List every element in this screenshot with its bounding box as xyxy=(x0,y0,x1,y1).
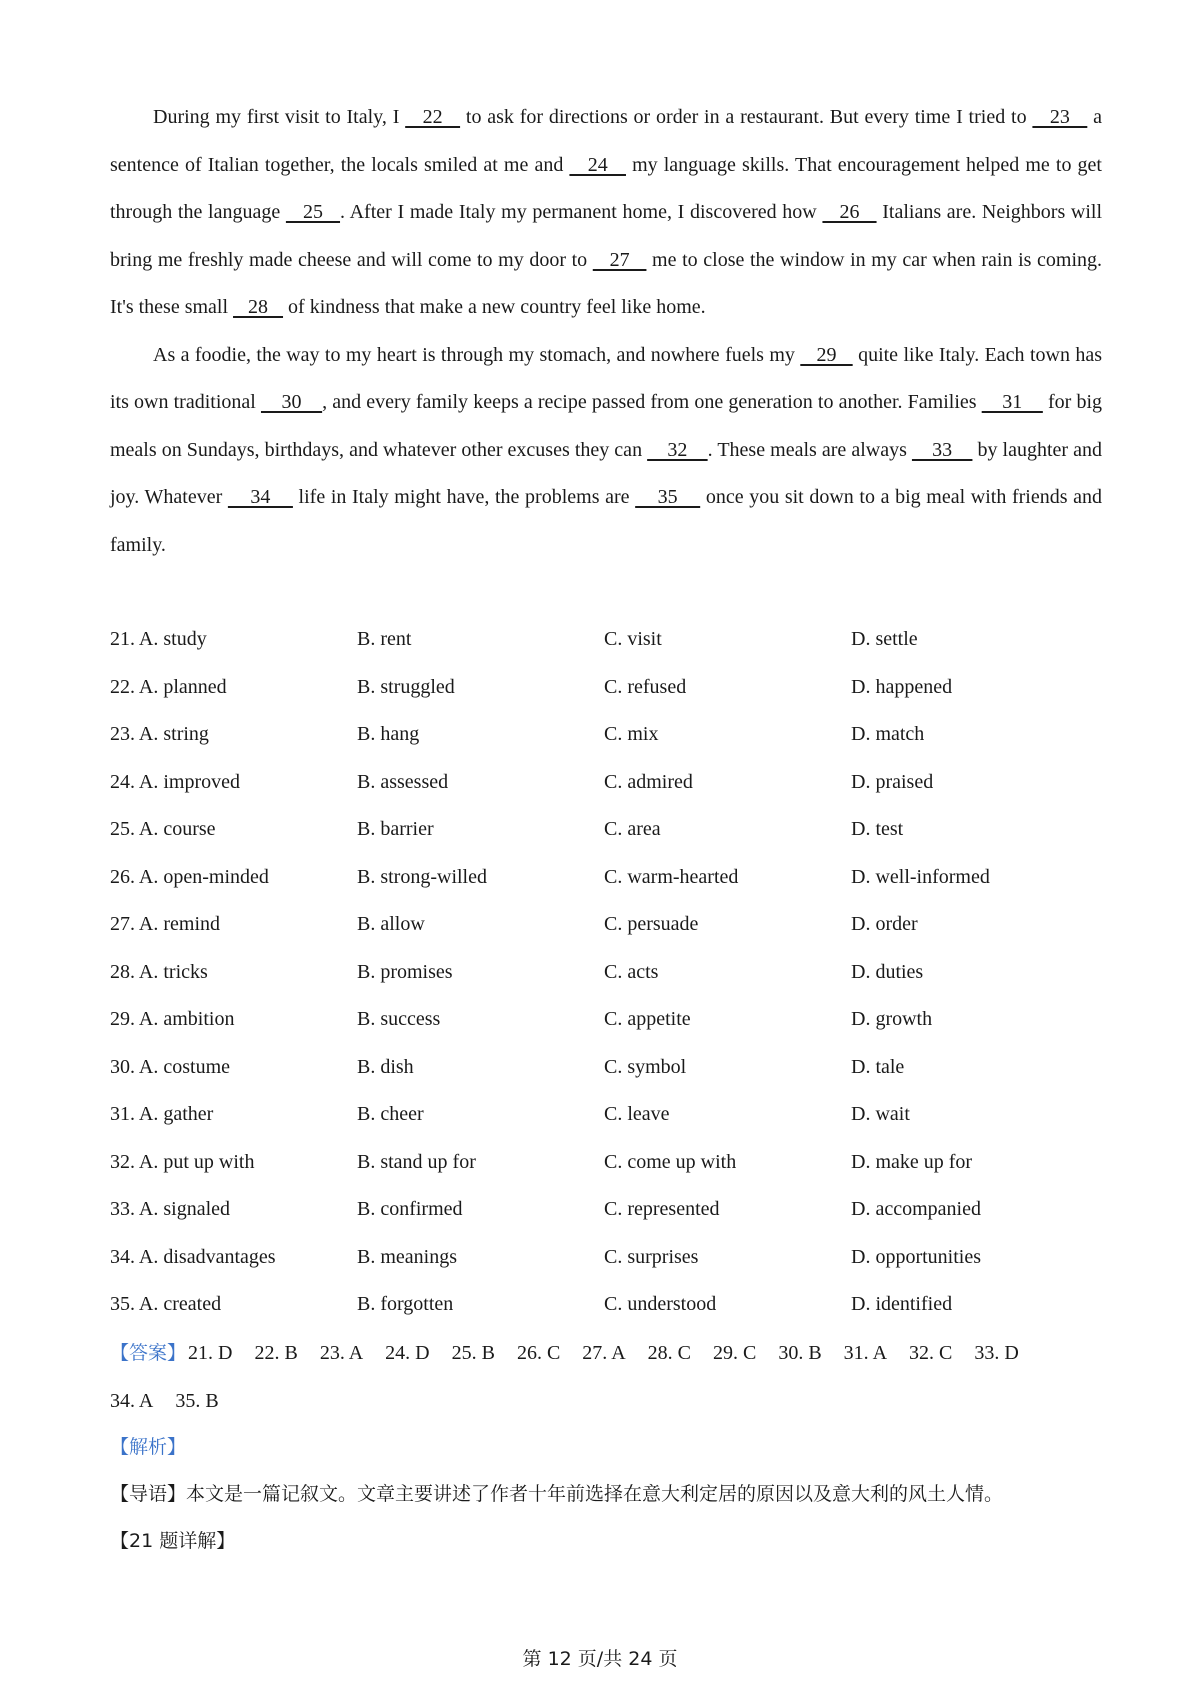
passage-paragraph-1 xyxy=(110,94,1102,332)
option-d xyxy=(851,711,1098,759)
option-b xyxy=(357,806,604,854)
option-text: B. hang xyxy=(357,723,420,745)
passage-text: . After I made Italy my permanent home, I discovered how xyxy=(340,201,823,223)
option-row xyxy=(110,1139,1102,1187)
answer-item: 21. D xyxy=(188,1342,233,1364)
option-b xyxy=(357,949,604,997)
answer-item: 31. A xyxy=(843,1342,888,1364)
option-text: A. improved xyxy=(138,770,240,793)
option-row xyxy=(110,806,1102,854)
option-d xyxy=(851,854,1098,902)
option-text: C. refused xyxy=(604,675,687,698)
option-a xyxy=(110,1281,357,1329)
option-a xyxy=(110,996,357,1044)
option-b xyxy=(357,1091,604,1139)
option-c xyxy=(604,1186,851,1234)
option-a xyxy=(110,664,357,712)
answer-item: 28. C xyxy=(647,1342,691,1364)
option-a xyxy=(110,1139,357,1187)
option-text: C. persuade xyxy=(604,913,699,935)
answer-item: 33. D xyxy=(974,1342,1019,1364)
option-a xyxy=(110,711,357,759)
option-row xyxy=(110,711,1102,759)
option-text: D. wait xyxy=(851,1103,910,1125)
option-text: B. promises xyxy=(357,960,453,983)
option-text: D. match xyxy=(851,723,925,745)
option-text: D. make up for xyxy=(851,1150,973,1173)
question-number: 27. xyxy=(110,913,139,935)
option-b xyxy=(357,1234,604,1282)
option-b xyxy=(357,616,604,664)
option-c xyxy=(604,616,851,664)
option-row xyxy=(110,854,1102,902)
option-text: A. study xyxy=(138,628,207,650)
option-b xyxy=(357,1281,604,1329)
option-row xyxy=(110,901,1102,949)
option-c xyxy=(604,806,851,854)
option-c xyxy=(604,759,851,807)
passage-text: quite like Italy. Each town has its own traditional xyxy=(110,343,1103,413)
passage-text: , and every family keeps a recipe passed from one generation to another. Families xyxy=(322,391,982,413)
passage-text: for big meals on Sundays, birthdays, and whatever other excuses they can xyxy=(110,391,1103,461)
cloze-blank: 23 xyxy=(1032,106,1088,128)
passage-text: a sentence of Italian together, the locals smiled at me and xyxy=(110,106,1103,176)
option-row xyxy=(110,664,1102,712)
option-text: C. warm-hearted xyxy=(604,865,739,888)
option-row xyxy=(110,1091,1102,1139)
option-c xyxy=(604,1234,851,1282)
option-c xyxy=(604,996,851,1044)
question-number: 21. xyxy=(110,628,139,650)
passage-text: Italians are. Neighbors will bring me freshly made cheese and will come to my door to xyxy=(110,201,1103,271)
option-text: A. signaled xyxy=(138,1198,230,1220)
option-text: D. test xyxy=(851,818,904,840)
passage-text: As a foodie, the way to my heart is through my stomach, and nowhere fuels my xyxy=(153,343,801,366)
option-text: C. surprises xyxy=(604,1245,699,1268)
option-text: D. duties xyxy=(851,960,924,983)
answer-item: 22. B xyxy=(254,1342,298,1364)
option-c xyxy=(604,901,851,949)
analysis-tag: 【解析】 xyxy=(110,1436,187,1458)
cloze-blank: 34 xyxy=(227,486,293,508)
cloze-blank: 35 xyxy=(635,486,701,508)
option-d xyxy=(851,1139,1098,1187)
option-b xyxy=(357,901,604,949)
question-number: 22. xyxy=(110,675,139,698)
option-text: A. disadvantages xyxy=(138,1245,276,1268)
guide-text: 【导语】本文是一篇记叙文。文章主要讲述了作者十年前选择在意大利定居的原因以及意大利的风土人情。 xyxy=(110,1483,1004,1505)
detail-title: 【21 题详解】 xyxy=(110,1530,236,1552)
option-a xyxy=(110,1044,357,1092)
option-row xyxy=(110,996,1102,1044)
option-text: C. area xyxy=(604,818,661,840)
option-text: B. success xyxy=(357,1008,441,1030)
answer-item: 34. A xyxy=(110,1389,154,1412)
option-d xyxy=(851,664,1098,712)
option-text: D. growth xyxy=(851,1008,933,1030)
option-text: B. barrier xyxy=(357,818,434,840)
option-c xyxy=(604,949,851,997)
answer-item: 32. C xyxy=(909,1342,953,1364)
answer-item: 23. A xyxy=(319,1342,364,1364)
question-number: 30. xyxy=(110,1055,139,1078)
passage-text: to ask for directions or order in a restaurant. But every time I tried to xyxy=(460,106,1033,128)
answer-item: 27. A xyxy=(582,1342,626,1364)
option-d xyxy=(851,1091,1098,1139)
option-row xyxy=(110,1044,1102,1092)
option-a xyxy=(110,901,357,949)
option-text: A. put up with xyxy=(138,1150,255,1173)
option-text: B. allow xyxy=(357,913,425,935)
answer-item: 35. B xyxy=(175,1389,219,1412)
option-text: D. order xyxy=(851,913,918,935)
option-row xyxy=(110,1186,1102,1234)
option-a xyxy=(110,1091,357,1139)
option-text: B. rent xyxy=(357,628,412,650)
passage-text: . These meals are always xyxy=(707,438,912,461)
option-text: C. visit xyxy=(604,628,662,650)
option-d xyxy=(851,1044,1098,1092)
answer-item: 30. B xyxy=(778,1342,822,1364)
option-text: B. dish xyxy=(357,1055,414,1078)
question-number: 32. xyxy=(110,1150,139,1173)
option-c xyxy=(604,1091,851,1139)
option-a xyxy=(110,1234,357,1282)
option-text: C. represented xyxy=(604,1198,720,1220)
cloze-blank: 22 xyxy=(405,106,461,128)
passage-text: life in Italy might have, the problems are xyxy=(292,486,636,508)
question-number: 29. xyxy=(110,1008,139,1030)
answer-section xyxy=(110,1330,1102,1425)
option-a xyxy=(110,616,357,664)
cloze-blank: 26 xyxy=(822,201,877,223)
question-number: 35. xyxy=(110,1293,139,1315)
option-text: C. symbol xyxy=(604,1055,687,1078)
question-number: 31. xyxy=(110,1103,139,1125)
option-text: C. leave xyxy=(604,1103,670,1125)
option-b xyxy=(357,759,604,807)
option-text: A. planned xyxy=(138,675,227,698)
option-d xyxy=(851,949,1098,997)
option-b xyxy=(357,1186,604,1234)
option-text: D. opportunities xyxy=(851,1245,981,1268)
option-text: B. forgotten xyxy=(357,1293,454,1315)
passage-text: me to close the window in my car when rain is coming. It's these small xyxy=(110,248,1103,318)
option-b xyxy=(357,996,604,1044)
option-a xyxy=(110,1186,357,1234)
option-text: D. well-informed xyxy=(851,865,990,888)
option-d xyxy=(851,616,1098,664)
answer-tag: 【答案】 xyxy=(110,1342,187,1364)
option-b xyxy=(357,711,604,759)
option-text: B. struggled xyxy=(357,675,455,698)
question-number: 24. xyxy=(110,770,139,793)
option-text: B. assessed xyxy=(357,770,449,793)
cloze-blank: 24 xyxy=(569,153,626,176)
option-text: A. gather xyxy=(138,1103,214,1125)
option-text: C. acts xyxy=(604,960,659,983)
passage-text: of kindness that make a new country feel like home. xyxy=(283,296,706,318)
option-text: D. praised xyxy=(851,770,934,793)
option-text: C. come up with xyxy=(604,1150,737,1173)
answer-item: 25. B xyxy=(451,1342,495,1364)
option-text: B. confirmed xyxy=(357,1198,463,1220)
cloze-blank: 25 xyxy=(285,201,341,223)
option-text: A. tricks xyxy=(138,960,208,983)
option-d xyxy=(851,901,1098,949)
option-b xyxy=(357,1044,604,1092)
option-text: A. ambition xyxy=(138,1008,235,1030)
cloze-blank: 29 xyxy=(800,343,853,366)
passage-text: once you sit down to a big meal with friends and family. xyxy=(110,486,1103,556)
page-footer: 第 12 页/共 24 页 xyxy=(522,1648,678,1670)
option-text: D. accompanied xyxy=(851,1198,981,1220)
option-a xyxy=(110,806,357,854)
option-text: C. admired xyxy=(604,770,693,793)
option-text: A. course xyxy=(138,818,216,840)
option-c xyxy=(604,1281,851,1329)
option-text: B. stand up for xyxy=(357,1150,476,1173)
cloze-passage xyxy=(110,94,1102,569)
option-a xyxy=(110,949,357,997)
question-number: 34. xyxy=(110,1245,139,1268)
option-d xyxy=(851,1281,1098,1329)
question-number: 23. xyxy=(110,723,139,745)
option-a xyxy=(110,854,357,902)
question-number: 26. xyxy=(110,865,139,888)
option-d xyxy=(851,806,1098,854)
option-a xyxy=(110,759,357,807)
option-c xyxy=(604,854,851,902)
option-row xyxy=(110,759,1102,807)
answer-item: 29. C xyxy=(712,1342,757,1364)
options-list xyxy=(110,616,1102,1329)
option-text: C. appetite xyxy=(604,1008,691,1030)
option-row xyxy=(110,1281,1102,1329)
option-d xyxy=(851,1186,1098,1234)
passage-text: by laughter and joy. Whatever xyxy=(110,438,1103,508)
cloze-blank: 33 xyxy=(911,438,973,461)
option-text: A. costume xyxy=(138,1055,230,1078)
option-c xyxy=(604,1044,851,1092)
question-number: 28. xyxy=(110,960,139,983)
passage-text: During my first visit to Italy, I xyxy=(153,106,406,128)
option-b xyxy=(357,1139,604,1187)
option-c xyxy=(604,711,851,759)
option-text: D. happened xyxy=(851,675,953,698)
option-row xyxy=(110,616,1102,664)
option-text: D. identified xyxy=(851,1293,953,1315)
question-number: 25. xyxy=(110,818,139,840)
cloze-blank: 32 xyxy=(647,438,708,461)
cloze-blank: 31 xyxy=(981,391,1043,413)
option-b xyxy=(357,664,604,712)
option-text: D. settle xyxy=(851,628,918,650)
option-row xyxy=(110,949,1102,997)
question-number: 33. xyxy=(110,1198,139,1220)
option-text: A. created xyxy=(138,1293,222,1315)
option-d xyxy=(851,1234,1098,1282)
option-d xyxy=(851,996,1098,1044)
option-text: B. strong-willed xyxy=(357,865,487,888)
option-text: A. open-minded xyxy=(138,865,269,888)
cloze-blank: 27 xyxy=(592,248,647,271)
option-b xyxy=(357,854,604,902)
option-text: B. cheer xyxy=(357,1103,424,1125)
answer-item: 24. D xyxy=(385,1342,430,1364)
option-text: C. mix xyxy=(604,723,659,745)
option-c xyxy=(604,664,851,712)
passage-text: my language skills. That encouragement helped me to get through the language xyxy=(110,153,1102,223)
option-row xyxy=(110,1234,1102,1282)
cloze-blank: 30 xyxy=(260,391,323,413)
answer-item: 26. C xyxy=(516,1342,561,1364)
option-c xyxy=(604,1139,851,1187)
option-text: A. remind xyxy=(138,913,220,935)
option-d xyxy=(851,759,1098,807)
option-text: D. tale xyxy=(851,1055,905,1078)
passage-paragraph-2 xyxy=(110,332,1102,570)
option-text: B. meanings xyxy=(357,1245,457,1268)
option-text: A. string xyxy=(138,723,209,745)
cloze-blank: 28 xyxy=(233,296,284,318)
option-text: C. understood xyxy=(604,1293,717,1315)
